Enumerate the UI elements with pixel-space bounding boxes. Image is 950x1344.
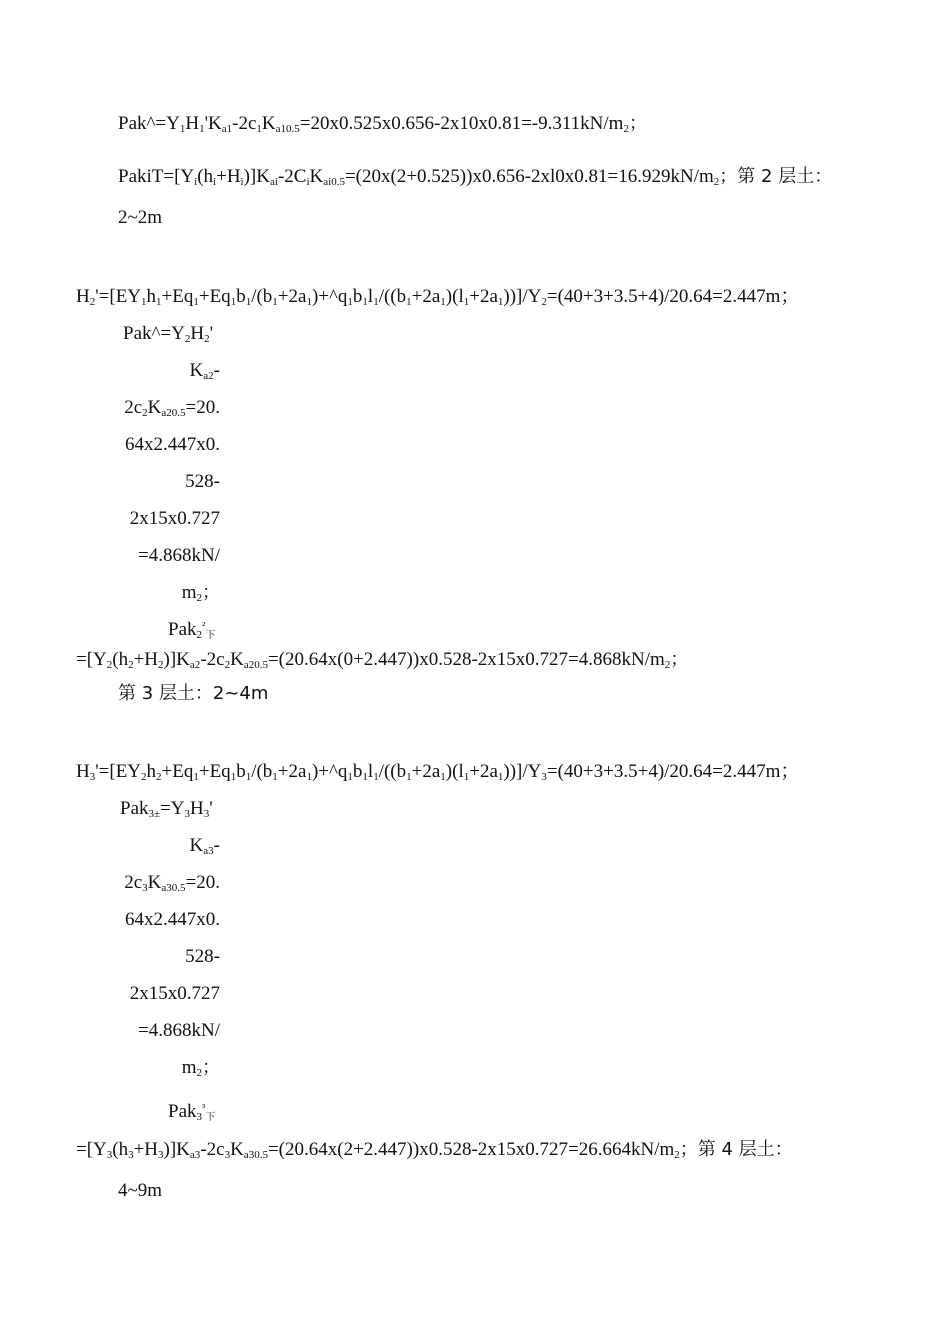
- pak2-col-line: $K_{a2}-$: [189, 360, 220, 382]
- pak3-col-line: 64x2.447x0.: [125, 909, 220, 930]
- pak2-top-label: $Pak\^{}=Y_2H_2'$: [123, 323, 214, 345]
- layer2-depth-range: 2~2m: [118, 207, 163, 228]
- pak3-col-line: 528-: [185, 946, 220, 967]
- pak1-bottom-formula: $PakiT=[Y_i(h_i+H_i)]K_{ai}-2C_iK_{ai0.5}=(20x(2+0.525))x0.656-2xl0x0.81=16.929kN/m_2$；第 2 层土：: [118, 166, 833, 188]
- pak3-col-line: =4.868kN/: [138, 1020, 220, 1041]
- layer3-heading: 第 3 层土：2~4m: [118, 683, 269, 704]
- pak3-col-line: $m_2$；: [181, 1057, 220, 1079]
- pak3-col-line: $K_{a3}-$: [189, 835, 220, 857]
- pak3-top-label: $Pak_{3\pm}=Y_3H_3'$: [120, 798, 213, 820]
- pak2-col-line: $2c_2K_{a20.5}=20$.: [124, 397, 220, 419]
- pak3-col-line: 2x15x0.727: [129, 983, 220, 1004]
- pak1-top-formula: $Pak\^{}=Y_1H_1'K_{a1}-2c_1K_{a10.5}=20x0.525x0.656-2x10x0.81=-9.311kN/m_2$；: [118, 113, 647, 135]
- pak2-col-line: $m_2$；: [181, 582, 220, 604]
- pak2-bottom-formula: $=[Y_2(h_2+H_2)]K_{a2}-2c_2K_{a20.5}=(20.64x(0+2.447))x0.528-2x15x0.727=4.868kN/m_2$；: [76, 649, 689, 671]
- pak2-col-line: 64x2.447x0.: [125, 434, 220, 455]
- pak2-col-line: =4.868kN/: [138, 545, 220, 566]
- pak3-bottom-label: Pak$_3^{^3}_下$: [168, 1101, 216, 1123]
- layer4-depth-range: 4~9m: [118, 1180, 163, 1201]
- pak2-col-line: 2x15x0.727: [129, 508, 220, 529]
- pak2-col-line: 528-: [185, 471, 220, 492]
- h2-formula: $H_2'=[EY_1h_1+Eq_1+Eq_1b_1/(b_1+2a_1)+\^{}q_1b_1l_1/((b_1+2a_1)(l_1+2a_1))]/Y_2=(40+3+3.5+4)/20.64=2.447m$；: [76, 286, 800, 308]
- h3-formula: $H_3'=[EY_2h_2+Eq_1+Eq_1b_1/(b_1+2a_1)+\^{}q_1b_1l_1/((b_1+2a_1)(l_1+2a_1))]/Y_3=(40+3+3.5+4)/20.64=2.447m$；: [76, 761, 800, 783]
- pak3-bottom-formula: $=[Y_3(h_3+H_3)]K_{a3}-2c_3K_{a30.5}=(20.64x(2+2.447))x0.528-2x15x0.727=26.664kN/m_2$；第 4 层土：: [76, 1139, 793, 1161]
- pak3-col-line: $2c_3K_{a30.5}=20$.: [124, 872, 220, 894]
- pak2-bottom-label: Pak$_2^{^2}_下$: [168, 619, 216, 641]
